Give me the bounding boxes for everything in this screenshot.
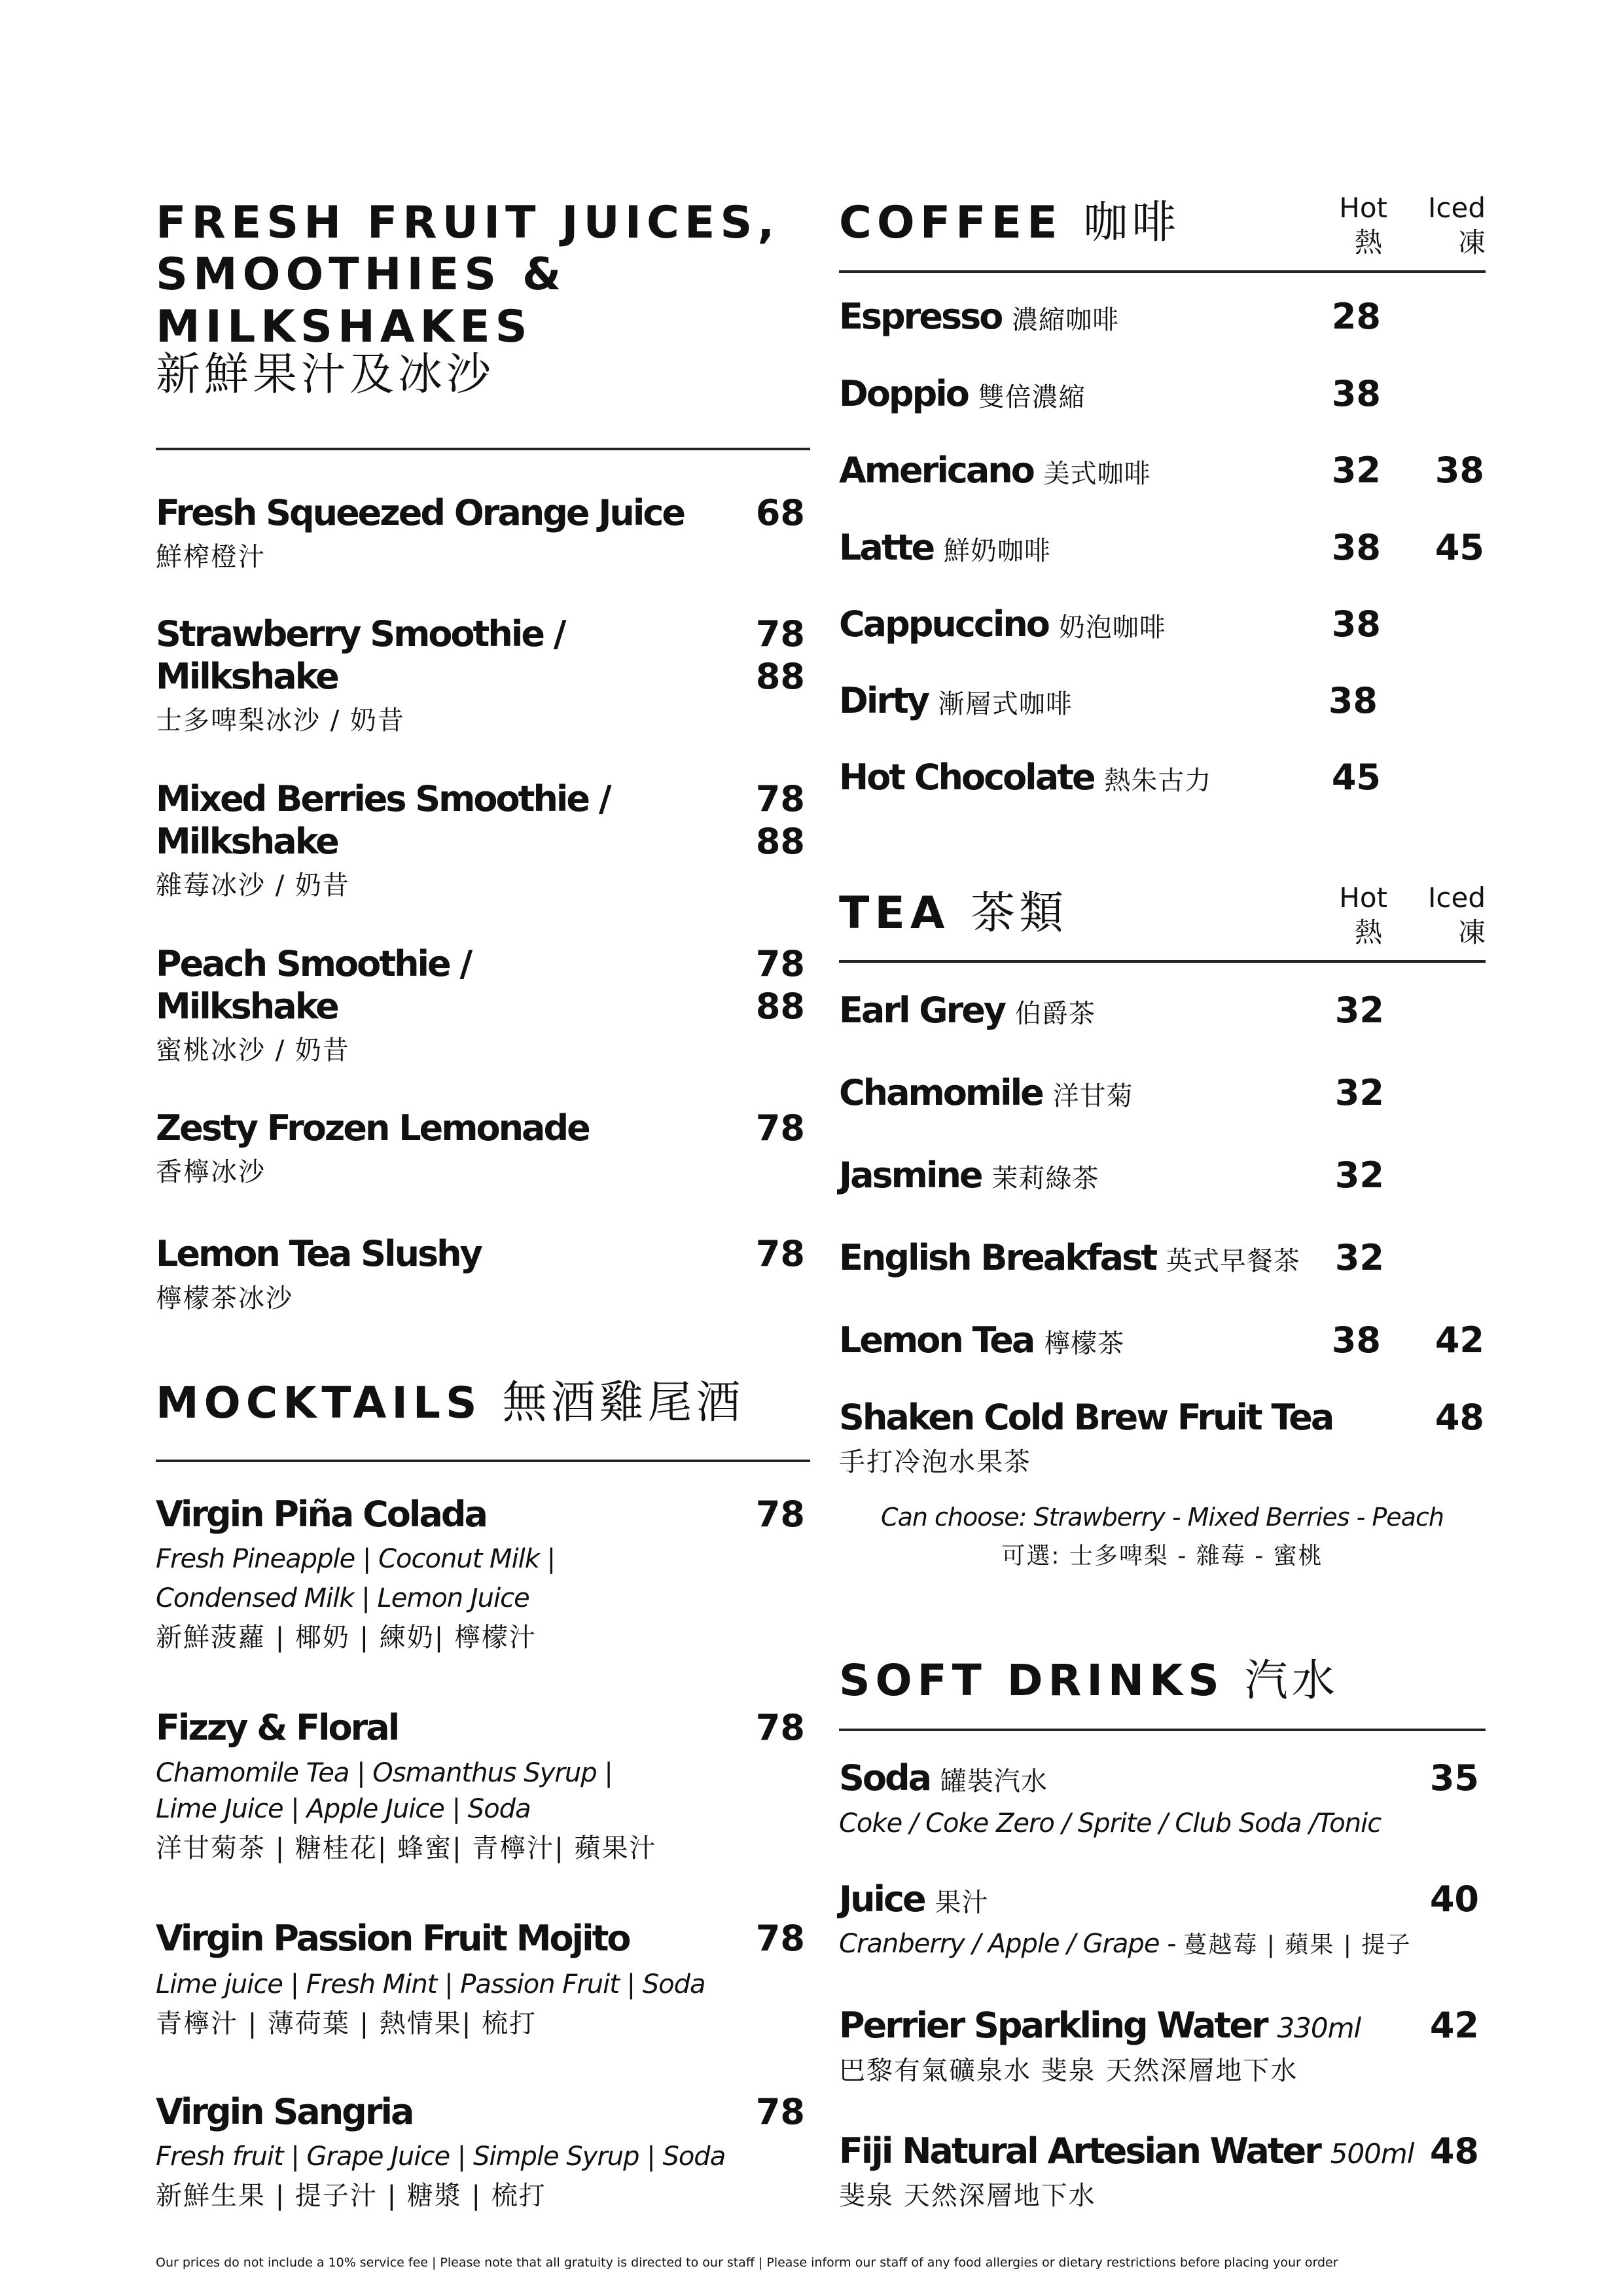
menu-item-price: 78 (755, 1707, 805, 1748)
item-name-zh: 果汁 (935, 1888, 989, 1918)
iced-label: Iced (1428, 192, 1486, 224)
juices-title-line-3: MILKSHAKES (156, 300, 533, 353)
item-name-zh: 罐裝汽水 (940, 1767, 1048, 1797)
tea-title-zh: 茶類 (971, 888, 1068, 939)
item-name-en: Dirty (839, 680, 928, 721)
item-name-en: Perrier Sparkling Water (839, 2005, 1267, 2046)
menu-item-zh: 洋甘菊茶 | 糖桂花| 蜂蜜| 青檸汁| 蘋果汁 (156, 1833, 657, 1863)
menu-item-price: 78 (755, 1494, 805, 1535)
hot-price: 32 (1331, 450, 1381, 491)
fruit-choice-note: Can choose: Strawberry - Mixed Berries - Peach (881, 1503, 1444, 1532)
menu-item-coffee (839, 296, 1119, 338)
soft-drinks-title-en: SOFT DRINKS (839, 1655, 1224, 1706)
menu-item-zh: 檸檬茶冰沙 (156, 1283, 293, 1314)
menu-item-tea (839, 1319, 1124, 1362)
hot-price: 32 (1334, 990, 1384, 1031)
menu-item-soft (839, 1878, 989, 1921)
item-name-zh: 英式早餐茶 (1166, 1246, 1300, 1276)
hot-label-zh: 熱 (1354, 226, 1382, 259)
menu-item-zh: 新鮮生果 | 提子汁 | 糖漿 | 梳打 (156, 2181, 546, 2211)
menu-item-desc: Fresh Pineapple | Coconut Milk | (156, 1544, 556, 1574)
coffee-title-zh: 咖啡 (1083, 197, 1181, 249)
footer-note: Our prices do not include a 10% service fee | Please note that all gratuity is directed to our staff | Please inform our staff of any food allergies or dietary restrictions before placing your order (156, 2255, 1338, 2270)
item-name-en: Soda (839, 1757, 931, 1799)
menu-item-price: 68 (755, 492, 805, 533)
fruit-choice-note-zh: 可選: 士多啤梨 - 雜莓 - 蜜桃 (1001, 1543, 1323, 1570)
item-name-en: Lemon Tea (839, 1319, 1034, 1361)
menu-item-name: Fresh Squeezed Orange Juice (156, 492, 684, 533)
menu-item-price: 78 (755, 1918, 805, 1959)
item-name-en: Hot Chocolate (839, 757, 1094, 798)
menu-item-desc (839, 1928, 1411, 1960)
item-name-zh: 濃縮咖啡 (1012, 305, 1120, 335)
item-name-en: Jasmine (839, 1155, 982, 1196)
item-size: 330ml (1277, 2012, 1361, 2044)
item-name-en: Chamomile (839, 1072, 1043, 1113)
menu-item-zh: 斐泉 天然深層地下水 (839, 2181, 1096, 2211)
item-name-en: Fiji Natural Artesian Water (839, 2130, 1320, 2172)
menu-item-price: 78 (755, 2091, 805, 2132)
juices-title-line-2: SMOOTHIES & (156, 249, 567, 301)
menu-item-desc: Fresh fruit | Grape Juice | Simple Syrup | Soda (156, 2142, 726, 2172)
menu-item-desc: Chamomile Tea | Osmanthus Syrup | (156, 1758, 613, 1788)
menu-item-zh: 蜜桃冰沙 / 奶昔 (156, 1035, 350, 1066)
hot-column-header (1296, 881, 1387, 950)
juice-options: Cranberry / Apple / Grape - (839, 1929, 1176, 1959)
tea-rule (839, 960, 1486, 963)
iced-price: 38 (1435, 450, 1484, 491)
menu-item-price-2: 88 (755, 986, 805, 1027)
iced-label-zh: 凍 (1457, 226, 1486, 259)
menu-item-tea (839, 1237, 1300, 1280)
item-name-zh: 鮮奶咖啡 (943, 536, 1051, 566)
iced-label-zh: 凍 (1457, 916, 1486, 948)
item-name-zh: 雙倍濃縮 (978, 382, 1086, 412)
item-name-en: Doppio (839, 373, 968, 414)
menu-item-desc: Coke / Coke Zero / Sprite / Club Soda /Tonic (839, 1808, 1382, 1839)
menu-item-tea (839, 1155, 1099, 1197)
menu-item-zh: 青檸汁 | 薄荷葉 | 熱情果| 梳打 (156, 2009, 537, 2039)
iced-price: 42 (1435, 1319, 1484, 1361)
menu-item-soft (839, 1757, 1048, 1800)
hot-label: Hot (1339, 192, 1387, 224)
menu-item-name-line-2: Milkshake (156, 656, 338, 697)
menu-item-zh: 士多啤梨冰沙 / 奶昔 (156, 706, 405, 736)
item-name-zh: 漸層式咖啡 (938, 689, 1073, 719)
menu-item-soft (839, 2130, 1414, 2173)
menu-item-name: Virgin Passion Fruit Mojito (156, 1918, 630, 1959)
menu-item-name: Lemon Tea Slushy (156, 1233, 481, 1274)
menu-item-name: Fizzy & Floral (156, 1707, 399, 1748)
menu-item-tea (839, 1072, 1133, 1115)
iced-column-header (1394, 881, 1486, 950)
soft-drinks-rule (839, 1729, 1486, 1731)
menu-item-coffee (839, 373, 1086, 416)
coffee-rule (839, 270, 1486, 273)
tea-title (839, 890, 1067, 937)
menu-item-price: 78 (755, 613, 805, 655)
item-name-zh: 茉莉綠茶 (991, 1164, 1099, 1194)
menu-item-zh: 巴黎有氣礦泉水 斐泉 天然深層地下水 (839, 2056, 1298, 2086)
menu-item-name-line-2: Milkshake (156, 986, 338, 1027)
menu-item-zh: 鮮榨橙汁 (156, 542, 266, 572)
item-name-en: Juice (839, 1878, 925, 1920)
iced-price: 48 (1435, 1397, 1484, 1438)
hot-column-header (1296, 191, 1387, 260)
menu-item-soft (839, 2005, 1361, 2047)
hot-label-zh: 熱 (1354, 916, 1382, 948)
hot-price: 38 (1331, 373, 1381, 414)
menu-item-price: 48 (1429, 2130, 1479, 2172)
menu-item-coffee (839, 757, 1211, 799)
juices-title-zh: 新鮮果汁及冰沙 (156, 349, 495, 401)
menu-item-name: Virgin Sangria (156, 2091, 413, 2132)
menu-item-price: 40 (1429, 1878, 1479, 1920)
mocktails-rule (156, 1460, 810, 1462)
item-size: 500ml (1330, 2138, 1414, 2170)
juices-title-line-1: FRESH FRUIT JUICES, (156, 197, 780, 249)
menu-item-desc: Lime juice | Fresh Mint | Passion Fruit | Soda (156, 1969, 705, 2000)
menu-item-price: 78 (755, 778, 805, 819)
menu-item-name: Shaken Cold Brew Fruit Tea (839, 1397, 1333, 1438)
item-name-en: Latte (839, 527, 934, 568)
menu-item-price: 78 (755, 943, 805, 984)
menu-item-desc: Condensed Milk | Lemon Juice (156, 1583, 529, 1613)
soft-drinks-title (839, 1655, 1339, 1706)
menu-item-price: 42 (1429, 2005, 1479, 2046)
menu-item-desc: Lime Juice | Apple Juice | Soda (156, 1794, 531, 1824)
hot-price: 38 (1331, 1319, 1381, 1361)
menu-item-coffee (839, 527, 1051, 569)
coffee-title-en: COFFEE (839, 197, 1063, 249)
menu-item-zh: 手打冷泡水果茶 (839, 1447, 1031, 1477)
menu-item-zh: 雜莓冰沙 / 奶昔 (156, 870, 350, 901)
menu-item-price: 35 (1429, 1757, 1479, 1799)
coffee-title (839, 197, 1181, 249)
juice-options-zh: 蔓越莓 | 蘋果 | 提子 (1183, 1931, 1412, 1958)
item-name-en: Cappuccino (839, 603, 1048, 645)
item-name-zh: 奶泡咖啡 (1058, 613, 1166, 643)
hot-label: Hot (1339, 882, 1387, 914)
mocktails-title-en: MOCKTAILS (156, 1378, 482, 1428)
item-name-zh: 熱朱古力 (1104, 766, 1212, 796)
iced-price: 45 (1435, 527, 1484, 568)
item-name-en: Earl Grey (839, 990, 1005, 1031)
tea-title-en: TEA (839, 888, 950, 939)
menu-item-coffee (839, 450, 1151, 492)
menu-item-price: 78 (755, 1107, 805, 1149)
menu-item-price-2: 88 (755, 656, 805, 697)
menu-item-price-2: 88 (755, 821, 805, 862)
item-name-zh: 美式咖啡 (1043, 459, 1151, 489)
hot-price: 32 (1334, 1237, 1384, 1278)
hot-price: 38 (1331, 603, 1381, 645)
menu-item-name: Zesty Frozen Lemonade (156, 1107, 589, 1149)
menu-item-name: Strawberry Smoothie / (156, 613, 565, 655)
item-name-zh: 伯爵茶 (1014, 999, 1096, 1029)
mocktails-title-zh: 無酒雞尾酒 (502, 1377, 745, 1429)
hot-price: 32 (1334, 1072, 1384, 1113)
item-name-en: Espresso (839, 296, 1002, 337)
menu-item-coffee (839, 680, 1073, 723)
iced-column-header (1394, 191, 1486, 260)
menu-item-coffee (839, 603, 1166, 646)
hot-price: 28 (1331, 296, 1381, 337)
menu-item-name: Mixed Berries Smoothie / (156, 778, 610, 819)
menu-item-name: Virgin Piña Colada (156, 1494, 486, 1535)
item-name-en: Americano (839, 450, 1033, 491)
menu-item-price: 78 (755, 1233, 805, 1274)
juices-title (156, 197, 780, 401)
juices-rule (156, 448, 810, 450)
soft-drinks-title-zh: 汽水 (1244, 1655, 1339, 1706)
iced-label: Iced (1428, 882, 1486, 914)
hot-price: 32 (1334, 1155, 1384, 1196)
item-name-zh: 檸檬茶 (1044, 1329, 1125, 1359)
hot-price: 45 (1331, 757, 1381, 798)
menu-item-name-line-2: Milkshake (156, 821, 338, 862)
menu-item-name: Peach Smoothie / (156, 943, 471, 984)
menu-item-zh: 新鮮菠蘿 | 椰奶 | 練奶| 檸檬汁 (156, 1623, 537, 1653)
hot-price: 38 (1331, 527, 1381, 568)
menu-item-zh: 香檸冰沙 (156, 1157, 266, 1187)
item-name-zh: 洋甘菊 (1052, 1081, 1133, 1111)
item-name-en: English Breakfast (839, 1237, 1156, 1278)
menu-item-tea (839, 990, 1096, 1032)
hot-price: 38 (1328, 680, 1378, 721)
mocktails-title (156, 1377, 745, 1429)
